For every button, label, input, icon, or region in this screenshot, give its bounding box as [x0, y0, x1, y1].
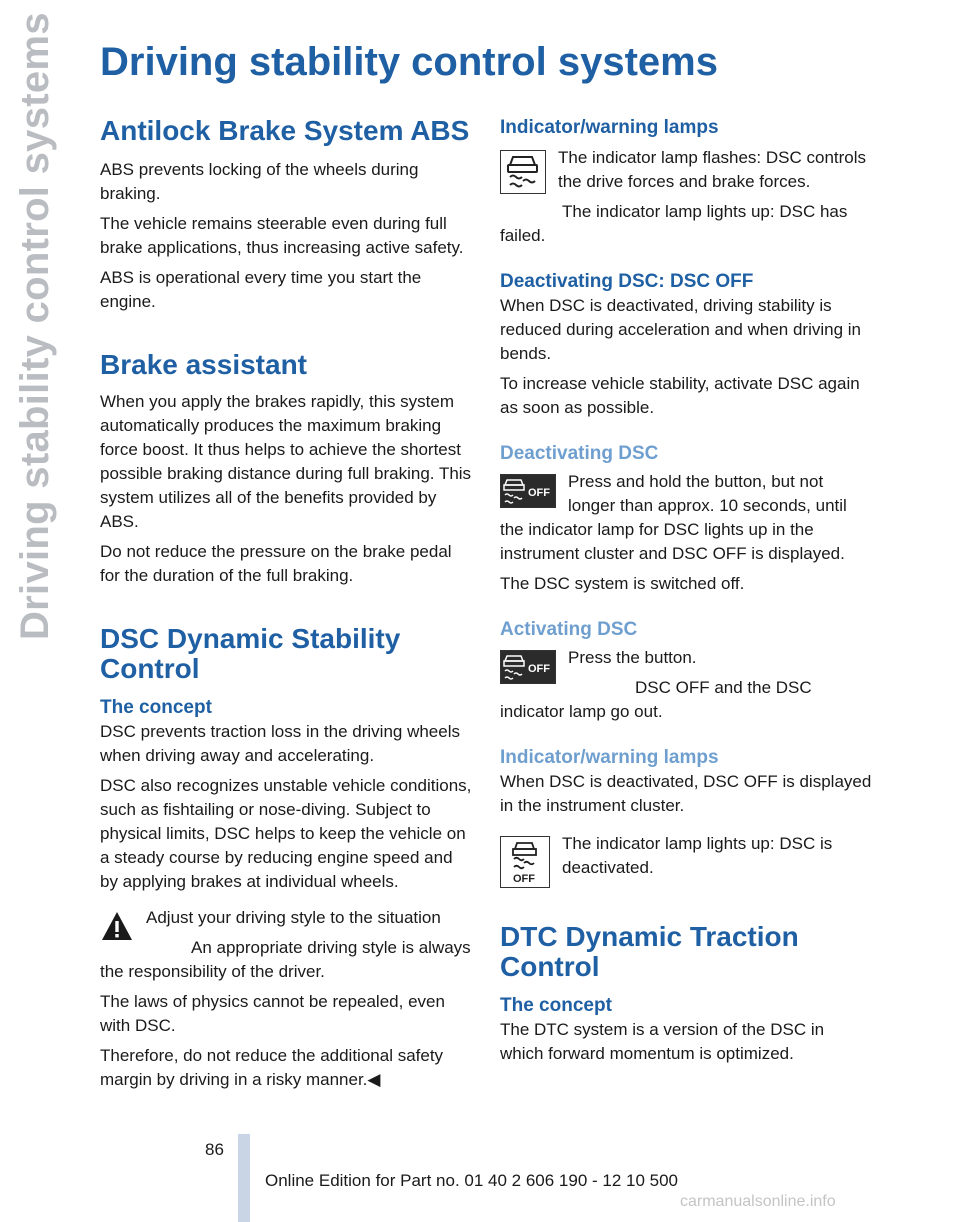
dtc-heading: DTC Dynamic Traction Control	[500, 921, 799, 982]
page-title: Driving stability control systems	[100, 40, 718, 84]
dsc-indicator-icon	[500, 150, 546, 194]
section-activating-dsc	[500, 618, 872, 724]
warning-note	[100, 906, 472, 984]
left-column	[100, 116, 472, 1098]
warning-text: An appropriate driving style is always the responsibility of the driver.	[100, 938, 471, 981]
footer-bar	[238, 1134, 250, 1222]
indicator-lamps-heading: Indicator/warning lamps	[500, 747, 719, 768]
dsc-paragraph: The laws of physics cannot be repealed, even with DSC.	[100, 992, 445, 1035]
section-deactivating-dsc	[500, 442, 872, 596]
indicator-line: The indicator lamp flashes: DSC controls the drive forces and brake forces.	[558, 148, 867, 191]
brake-assistant-heading: Brake assistant	[100, 349, 308, 380]
watermark: carmanualsonline.info	[680, 1193, 836, 1210]
indicator-paragraph: The indicator lamp lights up: DSC is deactivated.	[562, 834, 833, 877]
deactivating-dsc-off-heading: Deactivating DSC: DSC OFF	[500, 271, 754, 292]
page-number: 86	[205, 1140, 224, 1159]
warning-triangle-icon	[100, 910, 134, 947]
side-tab	[0, 0, 70, 660]
right-column	[500, 116, 872, 1072]
section-abs	[100, 116, 472, 314]
section-deactivating-dsc-off	[500, 270, 872, 420]
warning-title: Adjust your driving style to the situation	[146, 908, 441, 927]
section-dsc	[100, 624, 472, 1092]
indicator-line: The indicator lamp lights up: DSC has failed.	[500, 202, 848, 245]
dsc-off-label: OFF	[528, 487, 550, 499]
deactivating-dsc-paragraph: Press and hold the button, but not longer than approx. 10 seconds, until the indicator lamp for DSC lights up in the instrument cluster and DSC OFF is displayed.	[500, 472, 847, 563]
dtc-concept-heading: The concept	[500, 995, 612, 1016]
dsc-heading: DSC Dynamic Stability Control	[100, 623, 401, 684]
dsc-off-indicator-icon	[500, 836, 550, 888]
dsc-paragraph: DSC prevents traction loss in the driving wheels when driving away and accelerating.	[100, 722, 460, 765]
indicator-lamps-heading: Indicator/warning lamps	[500, 117, 719, 138]
edition-line: Online Edition for Part no. 01 40 2 606 190 - 12 10 500	[265, 1171, 679, 1190]
activating-dsc-heading: Activating DSC	[500, 619, 638, 640]
abs-heading: Antilock Brake System ABS	[100, 115, 470, 146]
dsc-paragraph: Therefore, do not reduce the additional safety margin by driving in a risky manner.◀	[100, 1046, 444, 1089]
section-brake-assistant	[100, 350, 472, 588]
indicator-paragraph: When DSC is deactivated, DSC OFF is displayed in the instrument cluster.	[500, 772, 872, 815]
deactivating-dsc-heading: Deactivating DSC	[500, 443, 659, 464]
deactivating-paragraph: To increase vehicle stability, activate DSC again as soon as possible.	[500, 374, 860, 417]
abs-paragraph: ABS prevents locking of the wheels during braking.	[100, 160, 419, 203]
dsc-off-label: OFF	[528, 663, 550, 675]
abs-paragraph: ABS is operational every time you start the engine.	[100, 268, 422, 311]
dsc-off-small-label: OFF	[513, 873, 535, 885]
dsc-concept-heading: The concept	[100, 697, 212, 718]
section-indicator-lamps	[500, 116, 872, 248]
dtc-paragraph: The DTC system is a version of the DSC in which forward momentum is optimized.	[500, 1020, 825, 1063]
activating-dsc-paragraph: Press the button.	[568, 648, 697, 667]
side-tab-label: Driving stability control systems	[12, 12, 57, 640]
deactivating-paragraph: When DSC is deactivated, driving stability is reduced during acceleration and when driving in bends.	[500, 296, 862, 363]
brake-assistant-paragraph: Do not reduce the pressure on the brake pedal for the duration of the full braking.	[100, 542, 452, 585]
dsc-paragraph: DSC also recognizes unstable vehicle conditions, such as fishtailing or nose-diving. Subject to physical limits, DSC helps to keep the vehicle on a steady course by reducing engine speed and by applying brakes at individual wheels.	[100, 776, 472, 891]
deactivating-dsc-paragraph: The DSC system is switched off.	[500, 574, 745, 593]
dsc-off-button-icon	[500, 474, 556, 508]
section-indicator-lamps-2	[500, 746, 872, 892]
dsc-off-button-icon	[500, 650, 556, 684]
brake-assistant-paragraph: When you apply the brakes rapidly, this system automatically produces the maximum braking force boost. It thus helps to achieve the shortest possible braking distance during full braking. This system utilizes all of the benefits provided by ABS.	[100, 392, 472, 531]
abs-paragraph: The vehicle remains steerable even during full brake applications, thus increasing active safety.	[100, 214, 464, 257]
section-dtc	[500, 922, 872, 1066]
activating-dsc-paragraph: DSC OFF and the DSC indicator lamp go out.	[500, 678, 812, 721]
